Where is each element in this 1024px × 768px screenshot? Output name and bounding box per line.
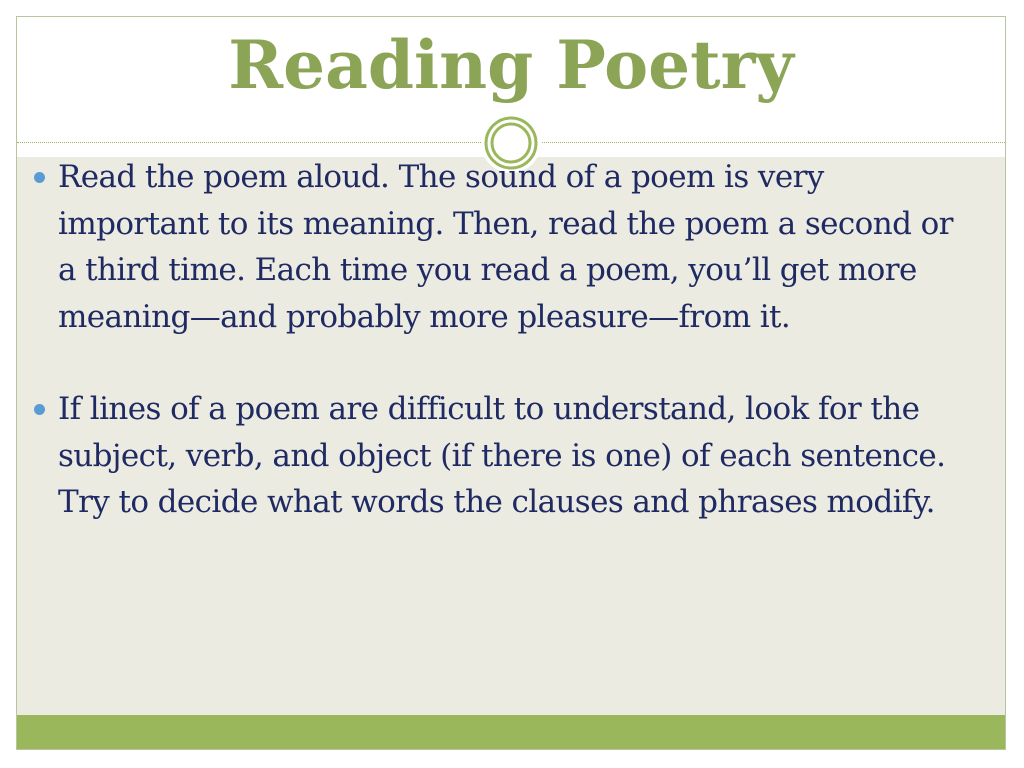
slide-title: Reading Poetry <box>228 26 794 104</box>
bullet-list <box>30 154 960 526</box>
bullet-dot-icon <box>34 172 45 183</box>
bullet-text: If lines of a poem are difficult to understand, look for the subject, verb, and object (if there is one) of each sentence. Try to decide what words the clauses and phrases modify. <box>58 391 946 520</box>
bullet-item <box>30 386 960 526</box>
bullet-item <box>30 154 960 340</box>
bullet-text: Read the poem aloud. The sound of a poem is very important to its meaning. Then, read the poem a second or a third time. Each time you read a poem, you’ll get more meaning—and probably more pleasure—from it. <box>58 159 953 335</box>
bullet-dot-icon <box>34 404 45 415</box>
footer-bar <box>17 715 1005 749</box>
